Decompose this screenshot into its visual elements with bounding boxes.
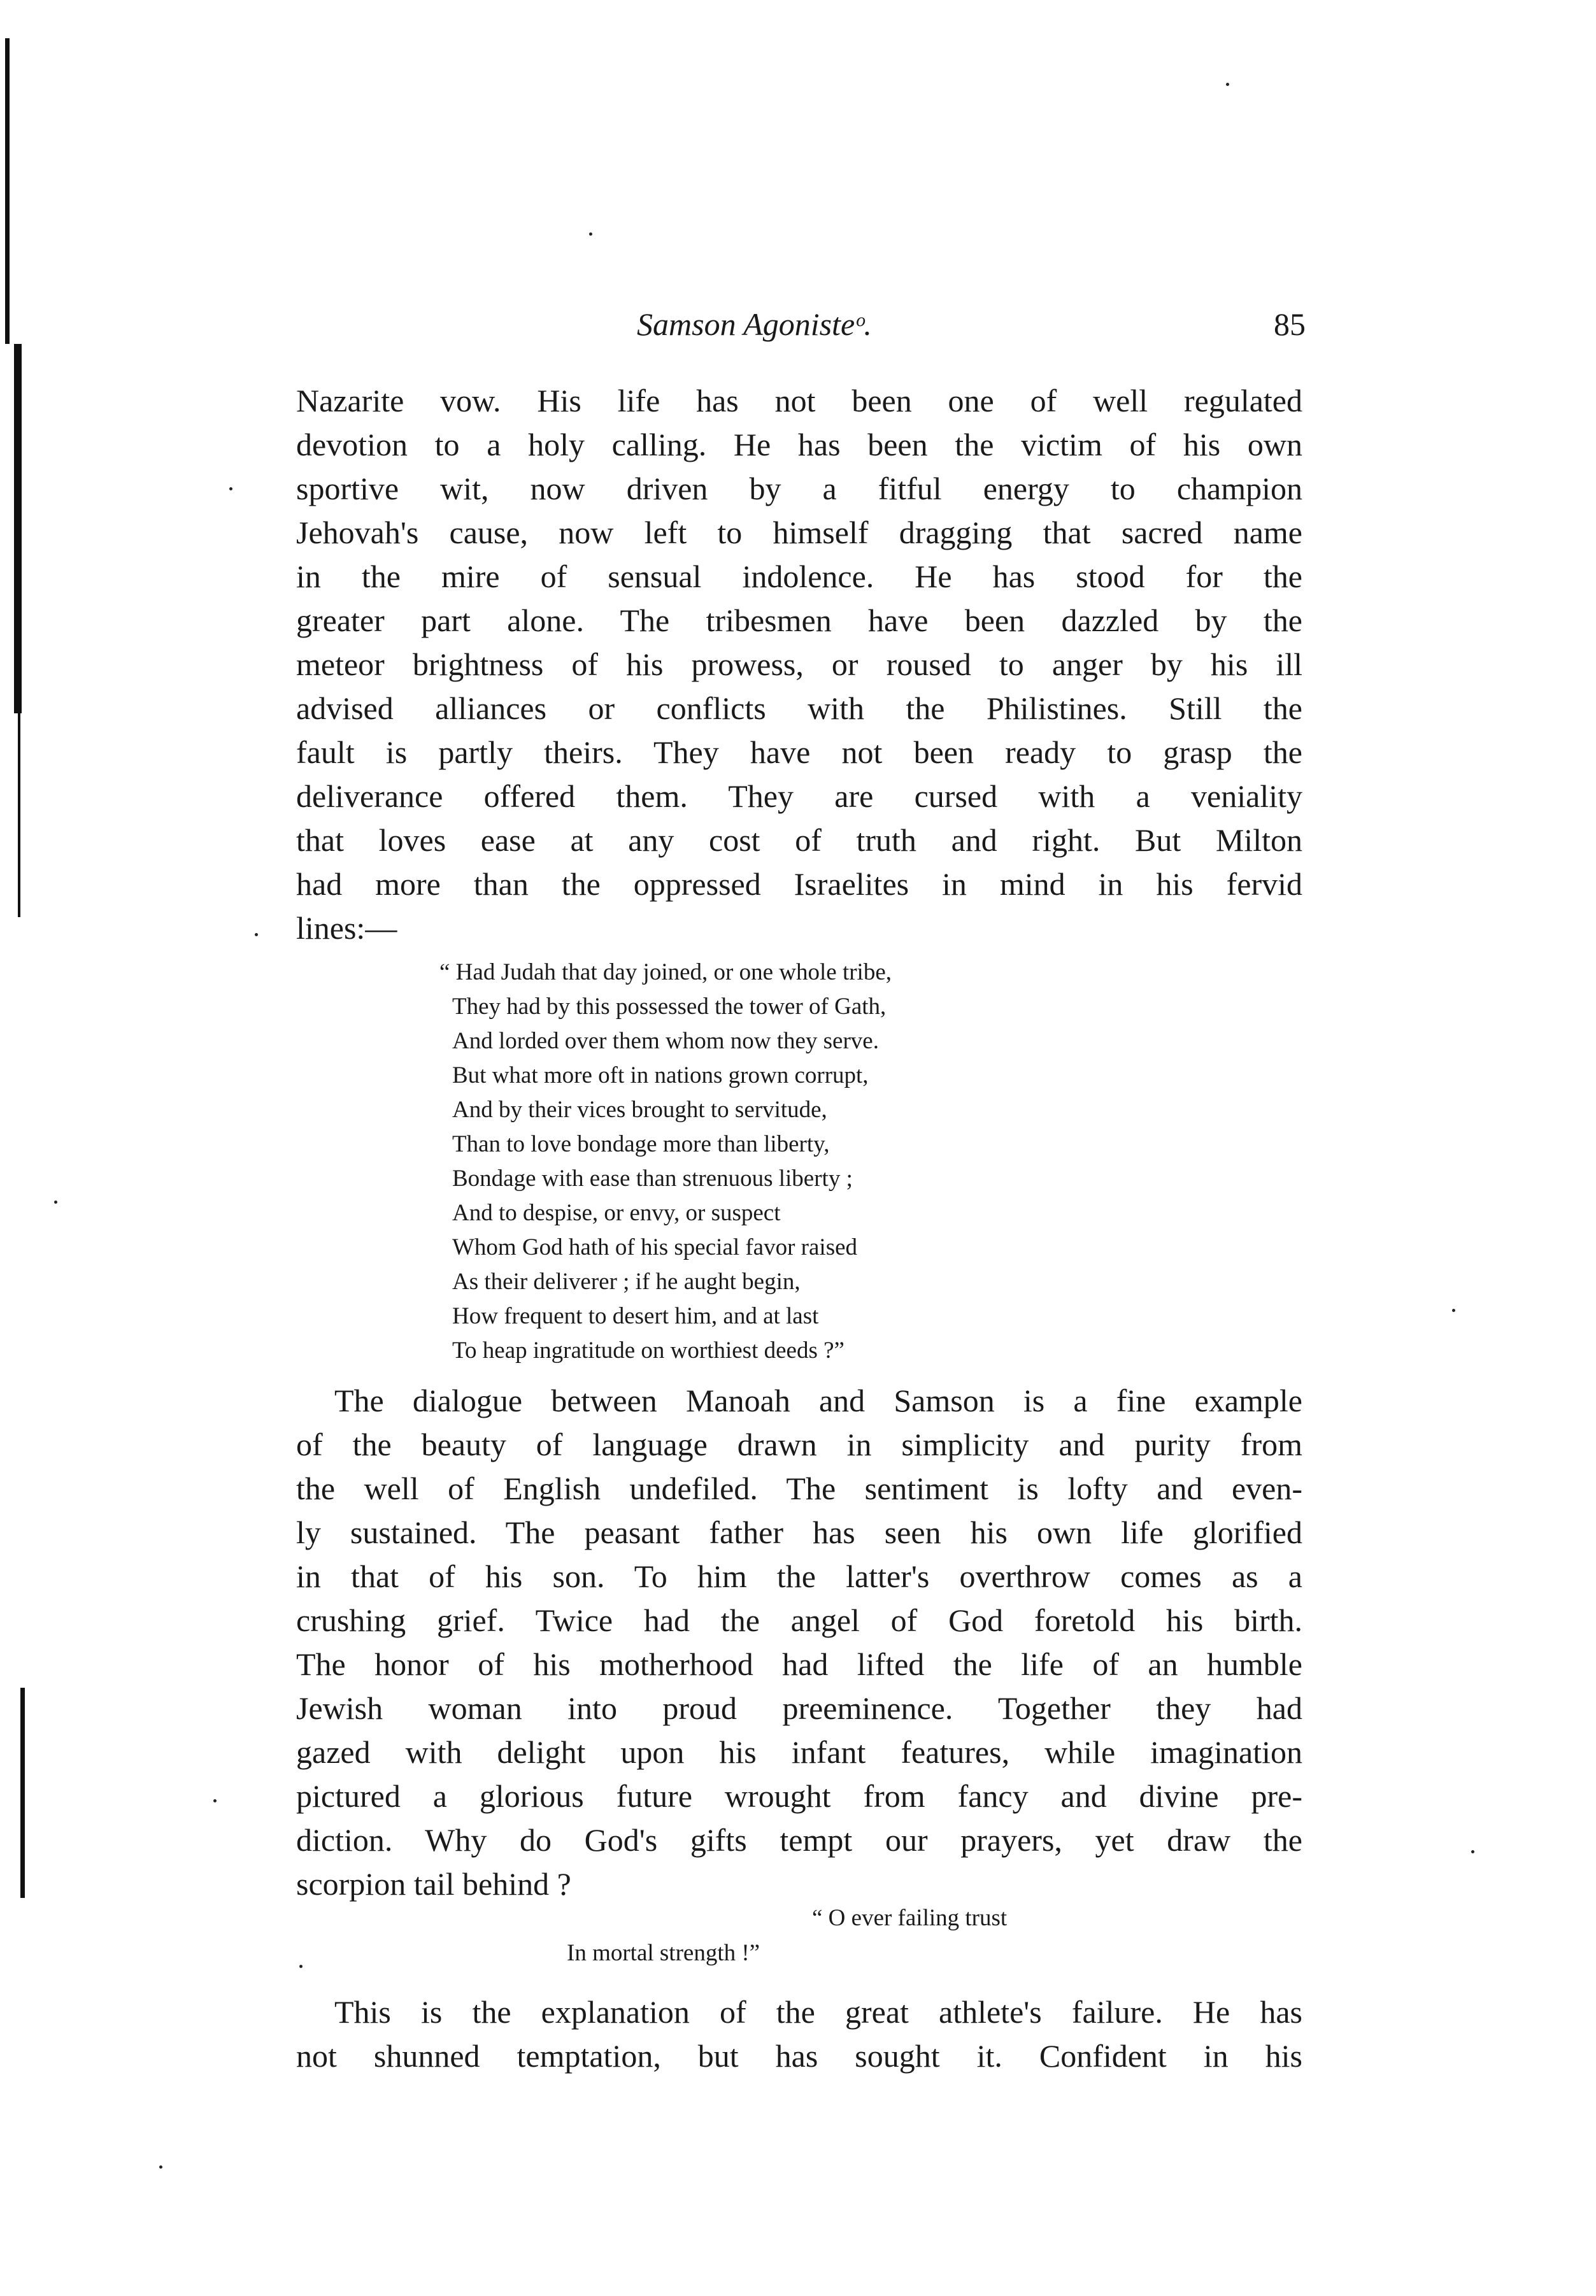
speck	[1452, 1309, 1455, 1312]
verse-line: Whom God hath of his special favor raised	[452, 1234, 858, 1260]
verse-line: To heap ingratitude on worthiest deeds ?”	[452, 1337, 844, 1364]
verse-quotation-1	[439, 955, 1140, 1368]
text-line: Nazarite vow. His life has not been one of well regulated	[296, 383, 1302, 418]
text-line: pictured a glorious future wrought from fancy and divine pre-	[296, 1778, 1302, 1814]
text-line: Jewish woman into proud preeminence. Together they had	[296, 1690, 1302, 1726]
speck	[54, 1201, 57, 1204]
paragraph-3	[296, 1990, 1302, 2078]
paragraph-1	[296, 379, 1302, 950]
page-header	[637, 306, 1306, 357]
text-line: in that of his son. To him the latter's overthrow comes as a	[296, 1558, 1302, 1594]
scan-edge-mark-mid	[14, 344, 22, 713]
text-line: scorpion tail behind ?	[296, 1866, 571, 1902]
verse-line: But what more oft in nations grown corrupt,	[452, 1062, 869, 1088]
text-line: of the beauty of language drawn in simplicity and purity from	[296, 1427, 1302, 1462]
verse-line: And by their vices brought to servitude,	[452, 1097, 827, 1123]
text-line: ly sustained. The peasant father has seen his own life glorified	[296, 1515, 1302, 1550]
text-line: deliverance offered them. They are cursed with a veniality	[296, 778, 1302, 814]
verse-line: And to despise, or envy, or suspect	[452, 1200, 781, 1226]
text-line: The honor of his motherhood had lifted the life of an humble	[296, 1646, 1302, 1682]
verse-line: Than to love bondage more than liberty,	[452, 1131, 830, 1157]
text-line: in the mire of sensual indolence. He has stood for the	[296, 559, 1302, 594]
scan-edge-mark-thin	[18, 713, 20, 917]
text-line: lines:—	[296, 910, 397, 946]
verse-line: Bondage with ease than strenuous liberty ;	[452, 1166, 853, 1192]
verse-line: As their deliverer ; if he aught begin,	[452, 1269, 801, 1295]
speck	[299, 1965, 303, 1968]
verse-line: They had by this possessed the tower of Gath,	[452, 994, 887, 1020]
text-line: This is the explanation of the great athlete's failure. He has	[334, 1994, 1302, 2030]
text-line: sportive wit, now driven by a fitful energy to champion	[296, 471, 1302, 506]
verse-quotation-2-line-2: In mortal strength !”	[567, 1940, 760, 1966]
scan-edge-mark-bottom	[20, 1688, 25, 1898]
text-line: advised alliances or conflicts with the Philistines. Still the	[296, 690, 1302, 726]
text-line: had more than the oppressed Israelites in mind in his fervid	[296, 866, 1302, 902]
paragraph-2	[296, 1379, 1302, 1906]
text-line: diction. Why do God's gifts tempt our prayers, yet draw the	[296, 1822, 1302, 1858]
text-line: crushing grief. Twice had the angel of God foretold his birth.	[296, 1602, 1302, 1638]
speck	[159, 2165, 162, 2169]
text-line: not shunned temptation, but has sought it. Confident in his	[296, 2038, 1302, 2074]
speck	[213, 1799, 217, 1802]
running-title: Samson Agonisteᵒ.	[637, 306, 872, 342]
text-line: Jehovah's cause, now left to himself dragging that sacred name	[296, 515, 1302, 550]
speck	[1471, 1850, 1474, 1853]
text-line: meteor brightness of his prowess, or roused to anger by his ill	[296, 646, 1302, 682]
speck	[1226, 83, 1229, 86]
speck	[589, 232, 592, 236]
scan-edge-mark-top	[5, 38, 10, 344]
verse-quotation-2-line-1: “ O ever failing trust	[812, 1905, 1008, 1931]
text-line: that loves ease at any cost of truth and right. But Milton	[296, 822, 1302, 858]
text-line: greater part alone. The tribesmen have been dazzled by the	[296, 603, 1302, 638]
text-line: The dialogue between Manoah and Samson is a fine example	[334, 1383, 1302, 1418]
speck	[255, 933, 258, 936]
text-line: fault is partly theirs. They have not been ready to grasp the	[296, 734, 1302, 770]
page-number: 85	[1274, 306, 1306, 342]
speck	[229, 487, 232, 490]
verse-line: How frequent to desert him, and at last	[452, 1303, 819, 1329]
text-line: devotion to a holy calling. He has been the victim of his own	[296, 427, 1302, 462]
verse-line: “ Had Judah that day joined, or one whole tribe,	[439, 959, 892, 985]
text-line: gazed with delight upon his infant features, while imagination	[296, 1734, 1302, 1770]
verse-line: And lorded over them whom now they serve.	[452, 1028, 879, 1054]
text-line: the well of English undefiled. The sentiment is lofty and even-	[296, 1471, 1302, 1506]
